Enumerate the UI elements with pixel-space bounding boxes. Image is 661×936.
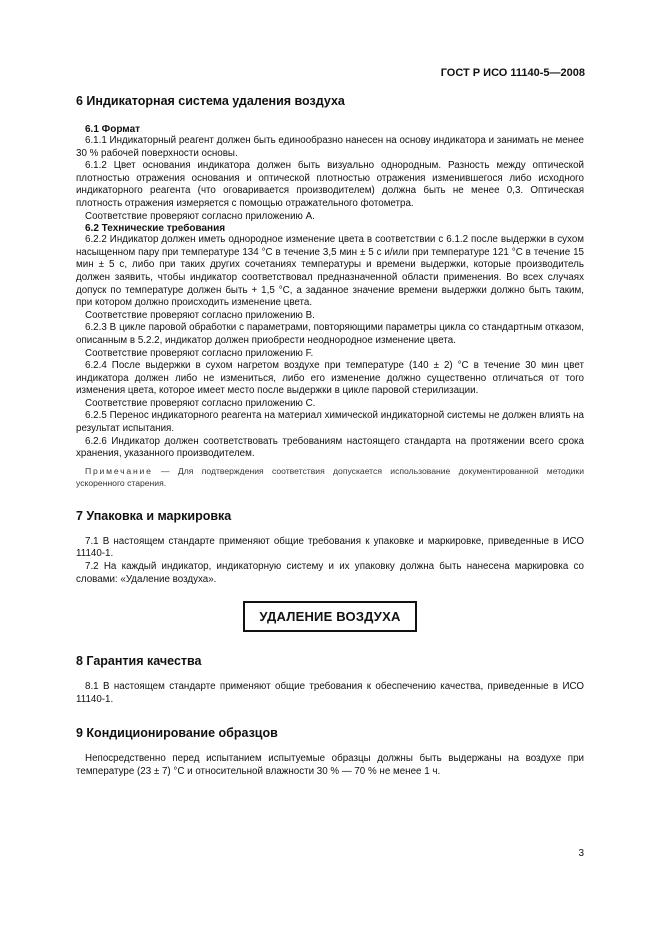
compliance-annex-b: Соответствие проверяют согласно приложению В. xyxy=(85,309,315,321)
paragraph-6-1-2: 6.1.2 Цвет основания индикатора должен быть визуально однородным. Разность между оптической плотностью отражения основания и оптической плотностью отражения изменившегося либо исходного индикаторного реагента (что оговаривается производителем) должна быть не менее 0,3. Оптическая плотность отражения измеряется с помощью отражательного фотометра. xyxy=(76,160,584,209)
section-7-title: 7 Упаковка и маркировка xyxy=(76,508,232,523)
paragraph-6-2-3: 6.2.3 В цикле паровой обработки с параметрами, повторяющими параметры цикла со стандартным отказом, описанным в 5.2.2, индикатор должен приобрести неоднородное изменение цвета. xyxy=(76,322,584,346)
section-7 xyxy=(76,509,584,632)
subsection-6-2-title: 6.2 Технические требования xyxy=(85,223,226,235)
paragraph-7-2: 7.2 На каждый индикатор, индикаторную систему и их упаковку должна быть нанесена маркировка со словами: «Удаление воздуха». xyxy=(76,561,584,585)
note xyxy=(76,465,584,489)
section-9 xyxy=(76,726,584,778)
paragraph-6-2-2: 6.2.2 Индикатор должен иметь однородное изменение цвета в соответствии с 6.1.2 после выдержки в сухом насыщенном пару при температуре 134 °С в течение 3,5 мин ± 5 с и/или при температуре 121 °С в течение 15 мин ± 5 с, либо при таких других сочетаниях температуры и времени выдержки, которые производитель должен заявить, чтобы индикатор соответствовал предназначенной области применения. Во всех случаях допуск по температуре должен быть + 1,5 °С, а заданное значение времени выдержки должно быть таким, при котором должно происходить изменение цвета. xyxy=(76,234,584,309)
air-removal-label-box: УДАЛЕНИЕ ВОЗДУХА xyxy=(243,601,416,632)
paragraph-8-1: 8.1 В настоящем стандарте применяют общие требования к обеспечению качества, приведенные в ИСО 11140-1. xyxy=(76,681,584,705)
section-6 xyxy=(76,94,584,489)
paragraph-6-2-4: 6.2.4 После выдержки в сухом нагретом воздухе при температуре (140 ± 2) °С в течение 30 мин цвет индикатора должен либо не измениться, либо его изменение должно существенно отличаться от того изменения цвета, которое имеет место после выдержки в цикле паровой стерилизации. xyxy=(76,360,584,397)
paragraph-7-1: 7.1 В настоящем стандарте применяют общие требования к упаковке и маркировке, приведенные в ИСО 11140-1. xyxy=(76,535,584,560)
compliance-annex-f: Соответствие проверяют согласно приложению F. xyxy=(85,347,314,359)
paragraph-6-1-1: 6.1.1 Индикаторный реагент должен быть единообразно нанесен на основу индикатора и занимать не менее 30 % рабочей поверхности основы. xyxy=(76,135,584,159)
note-text: — Для подтверждения соответствия допускается использование документированной методики ускоренного старения. xyxy=(76,465,584,488)
section-9-title: 9 Кондиционирование образцов xyxy=(76,726,278,741)
page-content xyxy=(76,94,584,779)
paragraph-6-2-5: 6.2.5 Перенос индикаторного реагента на материал химической индикаторной системы не должен влиять на результат испытания. xyxy=(76,410,584,435)
section-8 xyxy=(76,654,584,706)
subsection-6-1-title: 6.1 Формат xyxy=(85,124,141,135)
section-8-title: 8 Гарантия качества xyxy=(76,654,202,669)
compliance-annex-c: Соответствие проверяют согласно приложению С. xyxy=(85,397,316,409)
compliance-annex-a: Соответствие проверяют согласно приложению А. xyxy=(85,210,315,222)
page-number: 3 xyxy=(578,848,584,859)
paragraph-9: Непосредственно перед испытанием испытуемые образцы должны быть выдержаны на воздухе при температуре (23 ± 7) °С и относительной влажности 30 % — 70 % не менее 1 ч. xyxy=(76,753,584,777)
note-label: Примечание xyxy=(85,465,153,476)
section-6-title: 6 Индикаторная система удаления воздуха xyxy=(76,94,345,108)
paragraph-6-2-6: 6.2.6 Индикатор должен соответствовать требованиям настоящего стандарта на протяжении всего срока хранения, указанного производителем. xyxy=(76,435,584,460)
document-id-header: ГОСТ Р ИСО 11140-5—2008 xyxy=(440,67,585,79)
